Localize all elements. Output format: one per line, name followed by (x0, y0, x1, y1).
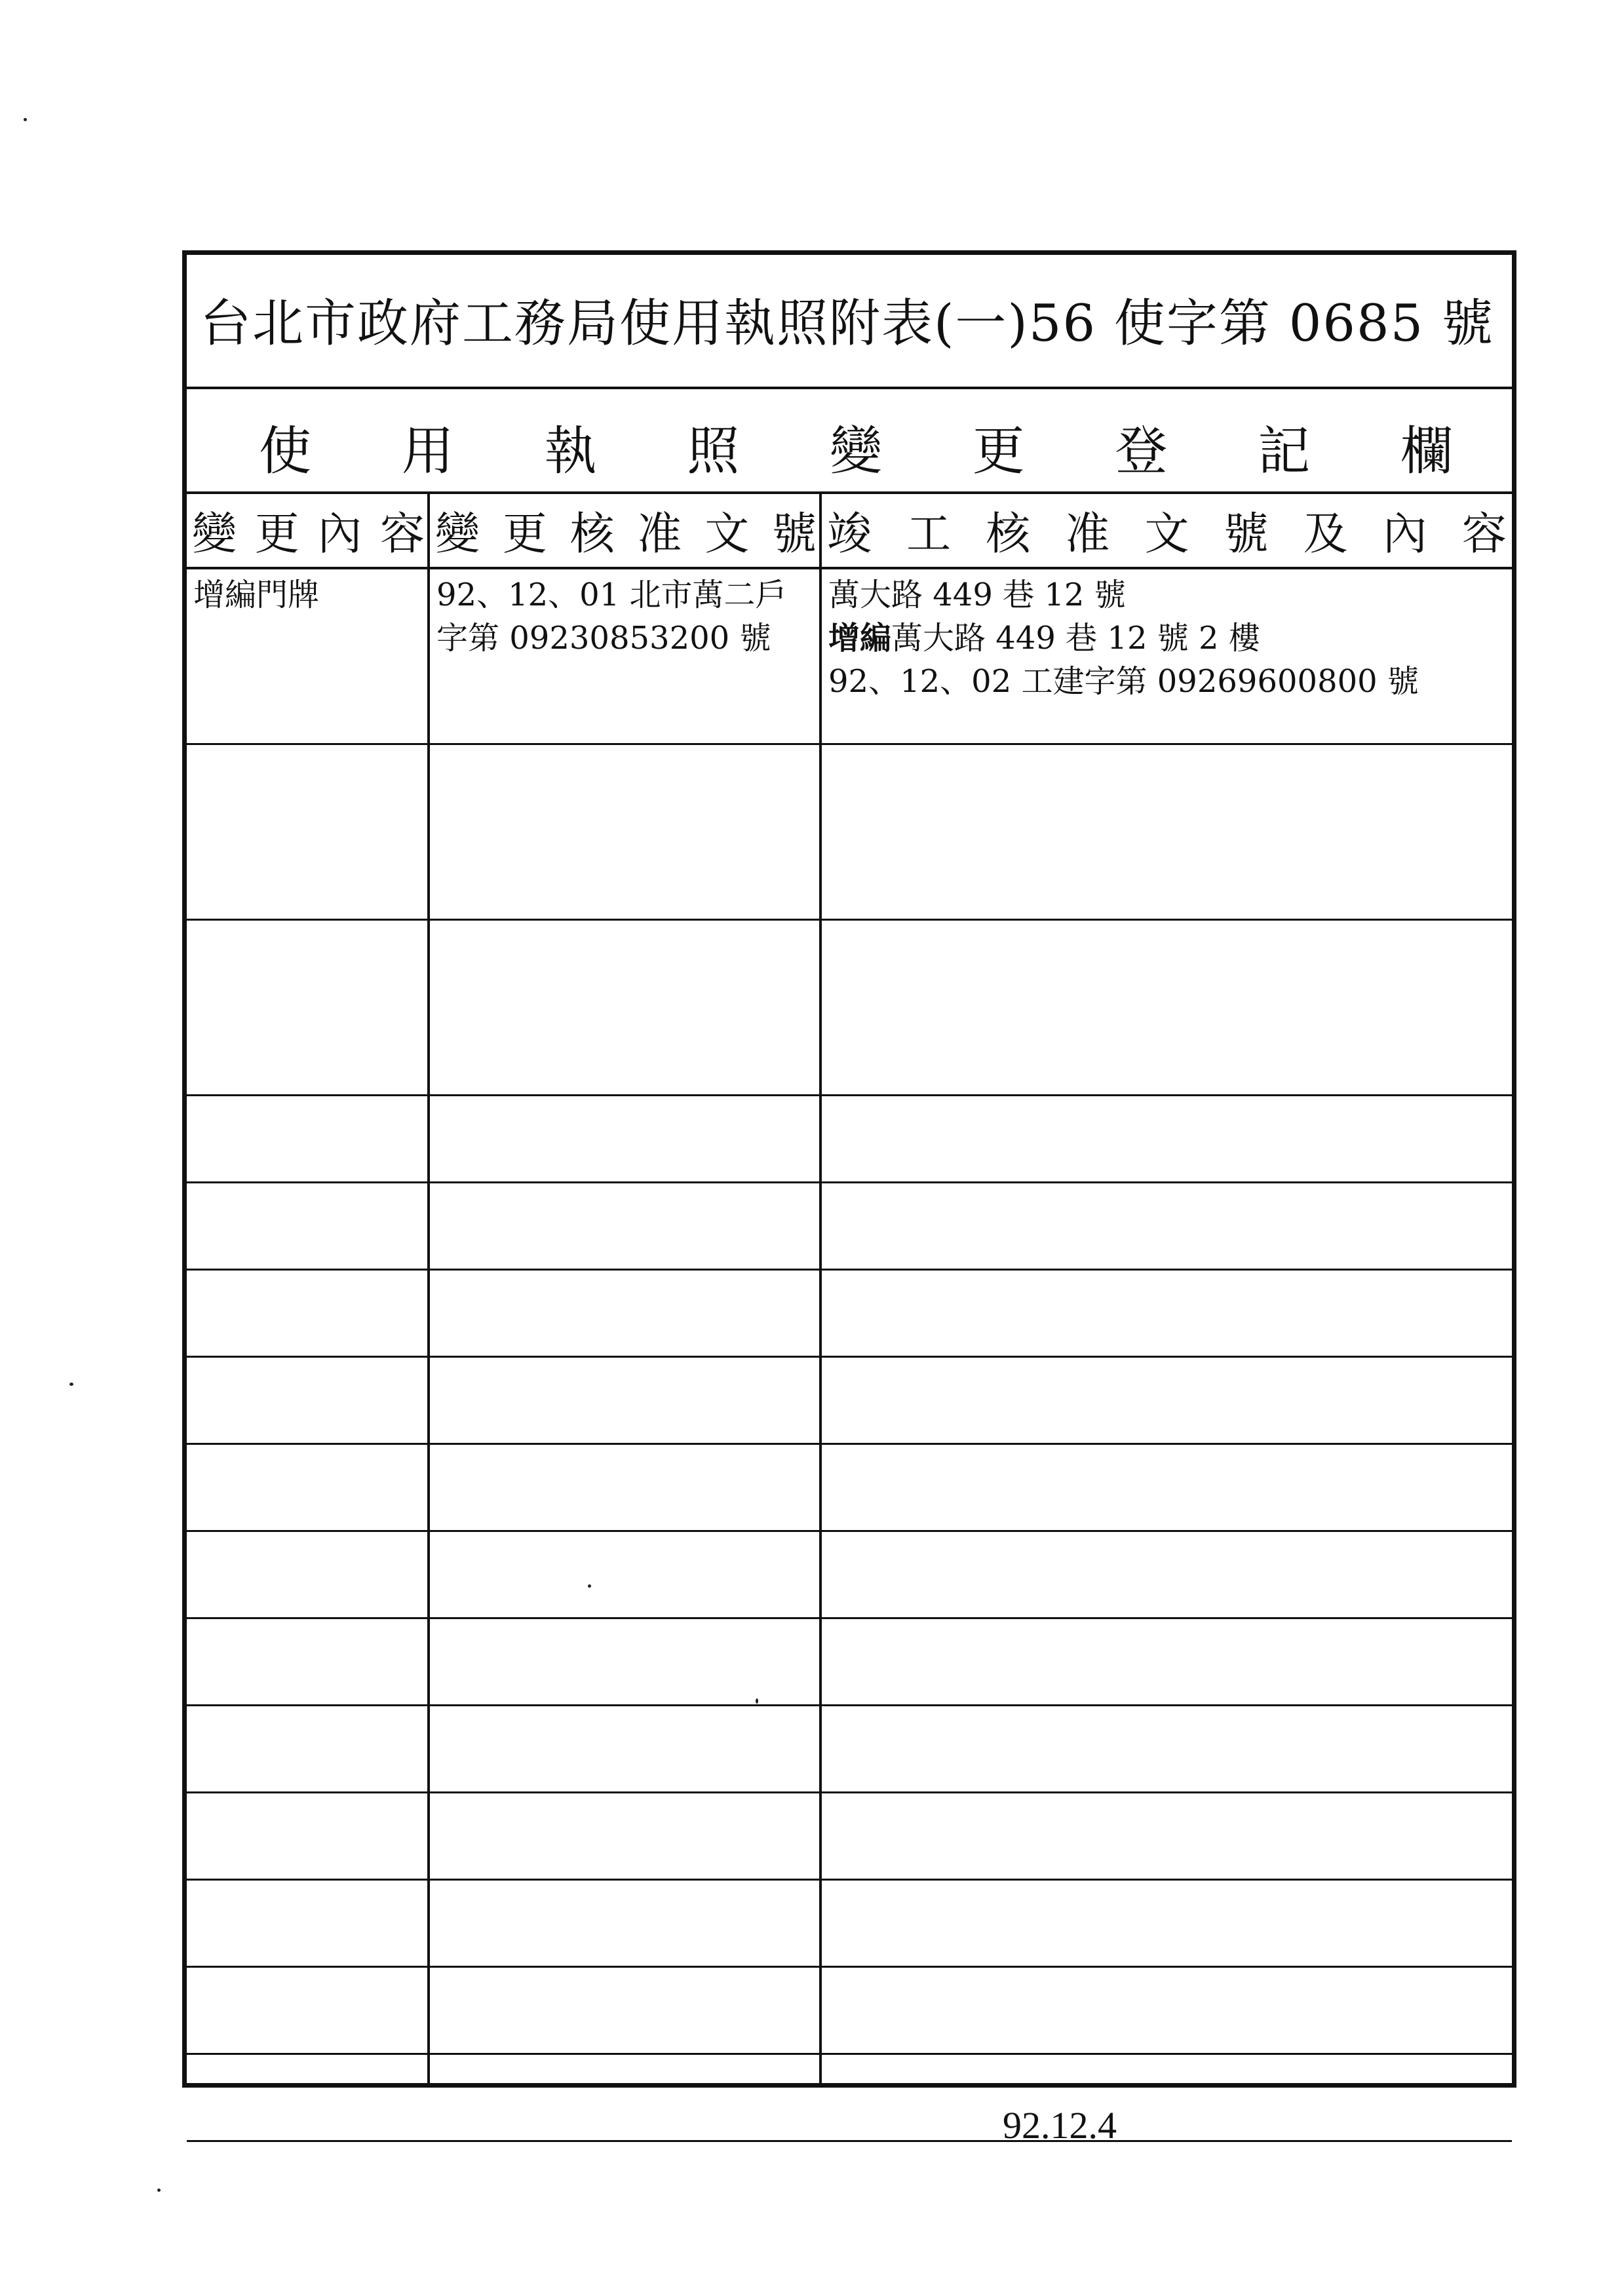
cell-line: 字第 09230853200 號 (436, 620, 771, 657)
header-char: 核 (569, 508, 615, 560)
cell-change-content (187, 1183, 430, 1269)
section-heading-char: 執 (544, 421, 597, 482)
scan-speck (756, 1698, 758, 1704)
cell-approval-number (430, 1271, 822, 1356)
table-row (187, 1881, 1512, 1968)
cell-change-content (187, 1271, 430, 1356)
cell-completion-approval (822, 1706, 1512, 1791)
title-row (187, 255, 1512, 389)
cell-approval-number (430, 1183, 822, 1269)
cell-approval-number (430, 1793, 822, 1879)
table-row (187, 1619, 1512, 1706)
section-heading (259, 409, 1453, 484)
line-text: 萬大路 449 巷 12 號 (828, 577, 1126, 613)
scan-speck (24, 118, 27, 121)
table-row (187, 1706, 1512, 1793)
cell-line (828, 573, 1505, 617)
section-heading-char: 欄 (1400, 421, 1453, 482)
bold-prefix: 增編 (828, 620, 892, 657)
table-row (187, 1445, 1512, 1532)
scan-speck (157, 2189, 161, 2192)
section-heading-char: 使 (259, 421, 311, 482)
cell-change-content (187, 921, 430, 1094)
cell-approval-number (430, 569, 822, 743)
cell-approval-number (430, 1881, 822, 1966)
column-header-row (187, 494, 1512, 569)
table-row (187, 1358, 1512, 1445)
section-heading-char: 用 (401, 421, 454, 482)
header-char: 容 (1461, 508, 1507, 560)
cell-approval-number (430, 2142, 822, 2225)
cell-completion-approval (822, 1183, 1512, 1269)
header-char: 內 (317, 508, 362, 560)
cell-line: 92、12、01 北市萬二戶 (436, 577, 787, 613)
header-completion-approval (822, 494, 1512, 567)
header-char: 核 (986, 508, 1031, 560)
header-char: 准 (637, 508, 682, 560)
cell-approval-number (430, 921, 822, 1094)
header-char: 內 (1382, 508, 1427, 560)
cell-change-content (187, 1532, 430, 1617)
table-row (187, 1183, 1512, 1271)
header-char: 號 (1224, 508, 1269, 560)
cell-approval-number (430, 1445, 822, 1530)
cell-completion-approval (822, 1968, 1512, 2053)
table-row (187, 1532, 1512, 1619)
cell-completion-approval (822, 1358, 1512, 1443)
usage-permit-change-table (182, 250, 1516, 2088)
header-change-content (187, 494, 430, 567)
cell-completion-approval (822, 745, 1512, 919)
table-row (187, 745, 1512, 921)
cell-line (828, 660, 1505, 703)
header-char: 文 (1144, 508, 1189, 560)
table-row (187, 1968, 1512, 2055)
header-char: 號 (771, 508, 817, 560)
cell-completion-approval (822, 2055, 1512, 2140)
cell-line: 增編門牌 (193, 577, 320, 613)
header-char: 變 (435, 508, 480, 560)
cell-completion-approval (822, 1271, 1512, 1356)
cell-approval-number (430, 1968, 822, 2053)
cell-line (828, 617, 1505, 660)
cell-completion-approval (822, 921, 1512, 1094)
table-row (187, 1096, 1512, 1183)
cell-completion-approval (822, 569, 1512, 743)
cell-change-content (187, 1706, 430, 1791)
cell-change-content (187, 745, 430, 919)
line-text: 92、12、02 工建字第 09269600800 號 (828, 663, 1419, 700)
cell-completion-approval (822, 1793, 1512, 1879)
header-char: 文 (704, 508, 750, 560)
cell-change-content (187, 2142, 430, 2225)
cell-change-content (187, 1619, 430, 1704)
cell-approval-number (430, 1619, 822, 1704)
cell-change-content (187, 1793, 430, 1879)
header-char: 更 (502, 508, 547, 560)
cell-completion-approval (822, 1445, 1512, 1530)
table-row (187, 2142, 1512, 2225)
cell-completion-approval (822, 2142, 1512, 2225)
subtitle-row (187, 389, 1512, 494)
header-char: 更 (254, 508, 299, 560)
cell-change-content (187, 1968, 430, 2053)
table-row (187, 921, 1512, 1096)
cell-approval-number (430, 745, 822, 919)
cell-approval-number (430, 1358, 822, 1443)
section-heading-char: 更 (972, 421, 1025, 482)
cell-change-content (187, 1881, 430, 1966)
header-char: 竣 (827, 508, 872, 560)
header-char: 准 (1065, 508, 1110, 560)
cell-approval-number (430, 2055, 822, 2140)
cell-completion-approval (822, 1619, 1512, 1704)
footer-date: 92.12.4 (1003, 2104, 1117, 2147)
table-row (187, 1271, 1512, 1358)
table-row (187, 2055, 1512, 2142)
cell-completion-approval (822, 1096, 1512, 1181)
cell-change-content (187, 1096, 430, 1181)
cell-change-content (187, 1358, 430, 1443)
cell-approval-number (430, 1706, 822, 1791)
section-heading-char: 登 (1115, 421, 1168, 482)
line-text: 萬大路 449 巷 12 號 2 樓 (891, 620, 1260, 657)
header-char: 容 (379, 508, 425, 560)
cell-change-content (187, 2055, 430, 2140)
document-title: 台北市政府工務局使用執照附表(一)56 使字第 0685 號 (200, 294, 1495, 353)
section-heading-char: 照 (687, 421, 740, 482)
header-approval-number (430, 494, 822, 567)
scan-speck (69, 1383, 73, 1386)
table-row (187, 569, 1512, 745)
cell-change-content (187, 1445, 430, 1530)
cell-completion-approval (822, 1881, 1512, 1966)
cell-approval-number (430, 1096, 822, 1181)
section-heading-char: 記 (1258, 421, 1311, 482)
header-char: 及 (1303, 508, 1348, 560)
table-row (187, 1793, 1512, 1881)
scan-speck (588, 1584, 591, 1588)
cell-approval-number (430, 1532, 822, 1617)
table-body (187, 569, 1512, 2083)
cell-change-content (187, 569, 430, 743)
header-char: 工 (906, 508, 952, 560)
section-heading-char: 變 (830, 421, 882, 482)
header-char: 變 (192, 508, 237, 560)
cell-completion-approval (822, 1532, 1512, 1617)
